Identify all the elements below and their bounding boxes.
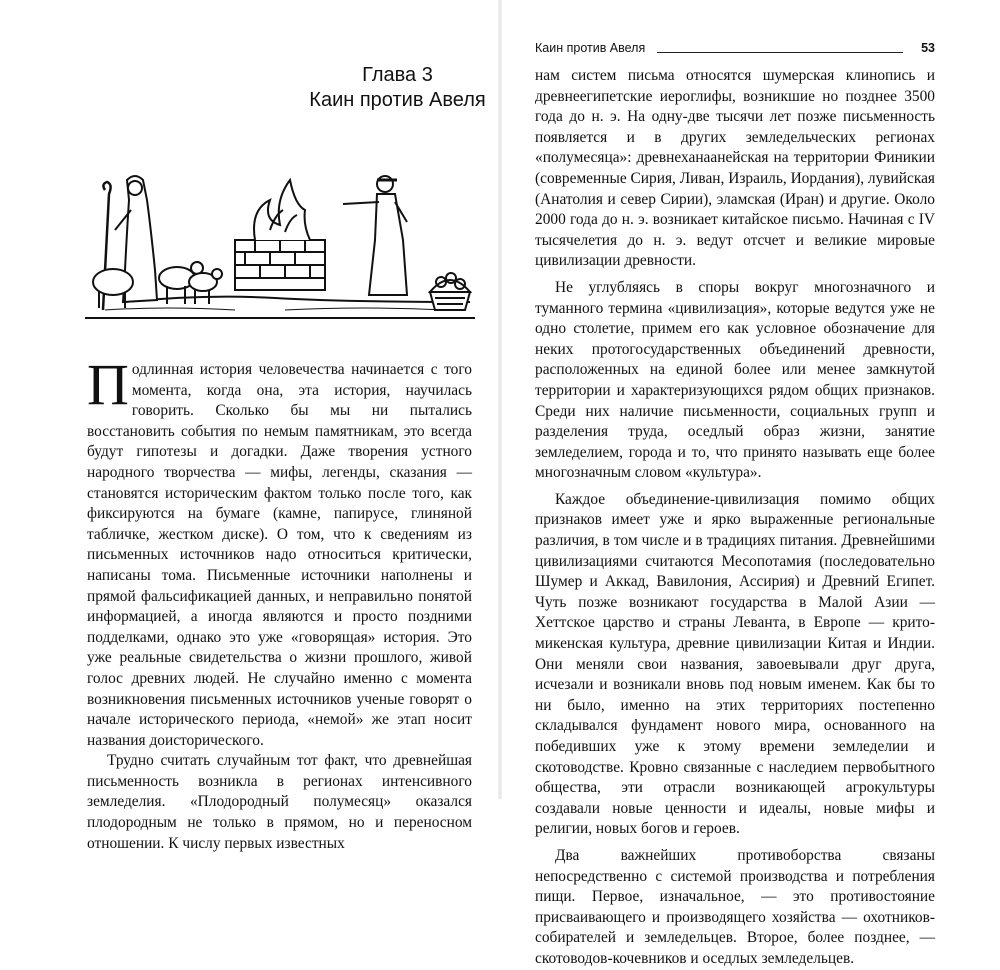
left-paragraph-1 — [87, 352, 472, 751]
left-column-text — [87, 352, 472, 854]
page-number: 53 — [921, 41, 935, 55]
cain-abel-illustration-icon — [85, 170, 475, 330]
right-column-text — [535, 66, 935, 970]
header-rule — [657, 52, 903, 53]
left-paragraph-2: Трудно считать случайным тот факт, что древнейшая письменность возникла в регионах интенсивного земледелия. «Плодородный полумесяц» оказался плодородным не только в прямом, но и переносном отношении. К числу первых известных — [87, 752, 472, 852]
chapter-heading — [305, 63, 490, 113]
book-gutter — [498, 0, 502, 799]
right-paragraph-1: нам систем письма относятся шумерская клинопись и древнеегипетские иероглифы, возникшие но позднее 3500 года до н. э. На одну-две тысячи лет позже письменность появляется и в других земледельческих регионах «полумесяца»: древнеханаанейская на территории Финикии (современные Сирия, Ливан, Израиль, Иордания), лувийская (Анатолия и север Сирии), эламская (Иран) и другие. Около 2000 года до н. э. возникает китайское письмо. Начиная с IV тысячелетия до н. э. ведут отсчет и великие мировые цивилизации древности. — [535, 67, 936, 270]
chapter-label: Глава 3 — [362, 64, 433, 86]
right-paragraph-3: Каждое объединение-цивилизация помимо общих признаков имеет уже и ярко выраженные региональные различия, в том числе и в традициях питания. Древнейшими цивилизациями считаются Месопотамия (последовательно Шумер и Аккад, Вавилония, Ассирия) и Древний Египет. Чуть позже возникают государства в Малой Азии — Хеттское царство и страны Леванта, в Европе — крито-микенская культура, древние цивилизации Китая и Индии. Они меняли свои названия, завоевывали друг друга, исчезали и возникали вновь под новым именем. Как бы то ни было, именно на этих территориях постепенно складывался фундамент нового мира, основанного на победивших уже к этому времени земледелии и скотоводстве. Кровно связанные с наследием первобытного общества, эти отрасли возникающей агрокультуры создавали новые ценности и идеалы, новые мифы и религии, новых богов и героев. — [535, 490, 935, 838]
drop-cap: П — [87, 352, 129, 417]
chapter-title: Каин против Авеля — [309, 89, 486, 111]
left-paragraph-1-text: одлинная история человечества начинается с того момента, когда она, эта история, научилась говорить. Сколько бы мы ни пытались восстановить события по немым памятникам, это всегда будут гипотезы и догадки. Даже творения устного народного творчества — мифы, легенды, сказания — становятся историческим фактом только после того, как фиксируются на бумаге (камне, папирусе, глиняной табличке, жестком диске). О том, что к сведениям из письменных источников надо относиться критически, написаны тома. Письменные источники наполнены и прямой фальсификацией данных, и неправильно понятой информацией, а иногда являются и просто поздними подделками, однако это уже «говорящая» история. Это уже реальные свидетельства о жизни прошлого, живой голос древних людей. Не случайно именно с момента возникновения письменных источников ученые говорят о начале исторического периода, «немой» же этап носит названия доисторического. — [87, 361, 472, 749]
running-title: Каин против Авеля — [535, 41, 646, 55]
right-paragraph-2: Не углубляясь в споры вокруг многозначного и туманного термина «цивилизация», которые ведутся уже не одно столетие, примем его как условное обозначение для неких протогосударственных объединений древности, расположенных на единой более или менее замкнутой территории и характеризующихся рядом общих признаков. Среди них наличие письменности, социальных групп и разделения труда, оседлый образ жизни, занятие земледелием, города и то, что принято называть еще более многозначным словом «культура». — [535, 278, 935, 482]
right-paragraph-4: Два важнейших противоборства связаны непосредственно с системой производства и потребления пищи. Первое, изначальное, — это противостояние присваивающего и производящего хозяйства — охотников-собирателей и земледельцев. Второе, более позднее, — скотоводов-кочевников и оседлых земледельцев. — [535, 846, 935, 967]
running-header — [535, 41, 935, 57]
